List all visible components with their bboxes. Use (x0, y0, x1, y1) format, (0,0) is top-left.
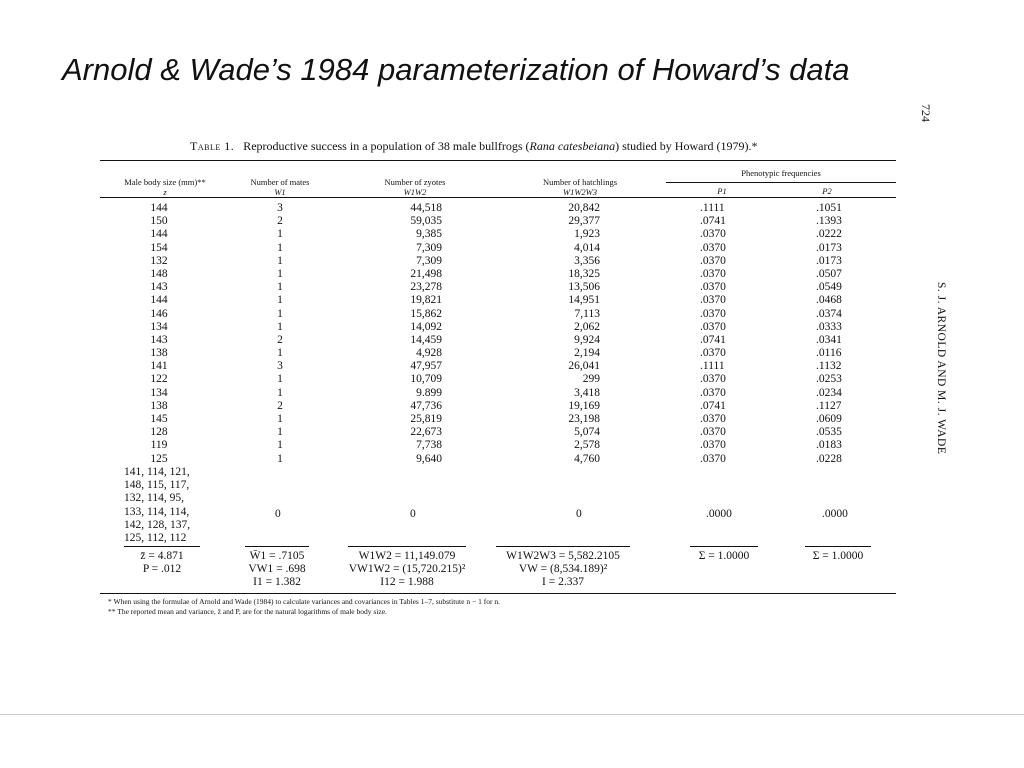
cell-size: 125 (150, 452, 168, 465)
cell-size: 143 (150, 333, 168, 346)
summary-rule-hatch (496, 546, 630, 547)
summary-zygotes-i: I12 = 1.988 (380, 576, 434, 588)
cell-zygotes: 44,518 (410, 202, 442, 214)
cell-hatch: 299 (582, 373, 600, 386)
cell-zygotes: 9.899 (416, 386, 442, 399)
summary-rule-mates (245, 546, 309, 547)
cell-p2: .0222 (816, 228, 842, 241)
cell-zygotes: 21,498 (410, 267, 442, 280)
cell-p2: .0549 (816, 281, 842, 294)
cell-size: 138 (150, 399, 168, 412)
header-mates-sym (235, 187, 325, 197)
summary-mates-var: VW1 = .698 (248, 563, 306, 575)
cell-mates: 3 (277, 202, 283, 214)
header-zygotes-sym (365, 187, 465, 197)
cell-p2: .0341 (816, 333, 842, 346)
header-mates-sym-text: W1 (274, 187, 286, 197)
cell-p2: .0116 (816, 347, 842, 360)
cell-size: 134 (150, 386, 168, 399)
cell-p2: .0333 (816, 320, 842, 333)
header-zygotes-label: Number of zyotes (384, 177, 446, 187)
cell-size: 119 (150, 439, 168, 452)
cell-p2: .1127 (816, 399, 842, 412)
cell-size: 148 (150, 267, 168, 280)
cell-size: 145 (150, 413, 168, 425)
cell-mates: 1 (277, 267, 283, 280)
table-bottom-rule (100, 593, 896, 594)
summary-mates-i: I1 = 1.382 (253, 576, 301, 588)
cell-p1: .0370 (700, 452, 726, 465)
cell-size: 144 (150, 228, 168, 241)
cell-p2: .1393 (816, 215, 842, 228)
cell-p2: .0228 (816, 452, 842, 465)
cell-p1: .0370 (700, 267, 726, 280)
zero-zygotes: 0 (410, 508, 416, 520)
cell-mates: 1 (277, 281, 283, 294)
cell-size: 122 (150, 373, 168, 386)
cell-hatch: 4,760 (574, 452, 600, 465)
header-zygotes-sym-text: W1W2 (403, 187, 427, 197)
extra-size-line: 142, 128, 137, (124, 518, 191, 531)
cell-hatch: 2,062 (574, 320, 600, 333)
cell-mates: 1 (277, 320, 283, 333)
summary-size (124, 550, 200, 576)
footnote-1: * When using the formulae of Arnold and Wade (1984) to calculate variances and covariances in Tables 1–7, substitute n − 1 for n. (108, 597, 500, 606)
header-p1-text: P1 (717, 186, 727, 196)
cell-p1: .0370 (700, 294, 726, 307)
caption-tail: ) studied by Howard (1979).* (615, 139, 758, 153)
cell-zygotes: 7,309 (416, 254, 442, 267)
cell-size: 154 (150, 241, 168, 254)
summary-mates (235, 550, 319, 589)
table-caption (190, 139, 757, 154)
cell-mates: 1 (277, 426, 283, 439)
caption-label: Table 1. (190, 139, 235, 153)
cell-p1: .0370 (700, 307, 726, 320)
summary-zygotes (338, 550, 476, 589)
cell-zygotes: 9,385 (416, 228, 442, 241)
running-head: S. J. ARNOLD AND M. J. WADE (935, 282, 947, 455)
cell-p2: .0468 (816, 294, 842, 307)
extra-size-line: 148, 115, 117, (124, 479, 190, 492)
column-hatchlings (530, 202, 600, 466)
cell-p1: .0370 (700, 320, 726, 333)
cell-p1: .0741 (700, 215, 726, 228)
cell-size: 143 (150, 281, 168, 294)
cell-p2: .0183 (816, 439, 842, 452)
summary-rule-p1 (690, 546, 758, 547)
header-mates (235, 177, 325, 197)
column-mates (262, 202, 298, 466)
cell-hatch: 3,356 (574, 254, 600, 267)
header-size-sym (110, 187, 220, 197)
cell-mates: 1 (277, 347, 283, 360)
cell-hatch: 20,842 (568, 202, 600, 214)
header-p1 (700, 186, 744, 196)
cell-hatch: 23,198 (568, 413, 600, 425)
cell-size: 146 (150, 307, 168, 320)
header-phenotypic: Phenotypic frequencies (741, 168, 821, 178)
summary-zygotes-mean: W1W2 = 11,149.079 (358, 550, 456, 562)
cell-p2: .1132 (816, 360, 842, 373)
cell-p2: .0374 (816, 307, 842, 320)
cell-mates: 1 (277, 241, 283, 254)
cell-p1: .0370 (700, 439, 726, 452)
cell-mates: 3 (277, 360, 283, 373)
cell-mates: 2 (277, 399, 283, 412)
cell-zygotes: 19,821 (410, 294, 442, 307)
cell-hatch: 19,169 (568, 399, 600, 412)
table-top-rule (100, 160, 896, 161)
header-bottom-rule (100, 197, 896, 198)
cell-mates: 2 (277, 215, 283, 228)
cell-zygotes: 25,819 (410, 413, 442, 425)
summary-hatch (490, 550, 636, 589)
cell-zygotes: 47,957 (410, 360, 442, 373)
extra-size-line: 141, 114, 121, (124, 466, 190, 478)
summary-hatch-var: VW = (8,534.189)² (518, 563, 608, 575)
header-hatchlings (525, 177, 635, 197)
cell-p2: .0535 (816, 426, 842, 439)
cell-mates: 2 (277, 333, 283, 346)
cell-p1: .0370 (700, 228, 726, 241)
zero-p2: .0000 (822, 508, 848, 520)
cell-mates: 1 (277, 294, 283, 307)
cell-p2: .0507 (816, 267, 842, 280)
cell-hatch: 2,194 (574, 347, 600, 360)
cell-size: 134 (150, 320, 168, 333)
cell-p2: .0234 (816, 386, 842, 399)
cell-size: 138 (150, 347, 168, 360)
cell-size: 144 (150, 294, 168, 307)
cell-mates: 1 (277, 413, 283, 425)
cell-zygotes: 23,278 (410, 281, 442, 294)
column-body-size (124, 202, 194, 466)
summary-p1: Σ = 1.0000 (698, 550, 750, 562)
cell-zygotes: 22,673 (410, 426, 442, 439)
zero-hatch: 0 (576, 508, 582, 520)
column-p2 (816, 202, 860, 466)
header-size-sym-text: z (163, 187, 167, 197)
cell-hatch: 26,041 (568, 360, 600, 373)
cell-mates: 1 (277, 373, 283, 386)
header-p2-text: P2 (822, 186, 832, 196)
cell-mates: 1 (277, 254, 283, 267)
zero-mates: 0 (275, 508, 281, 520)
summary-zygotes-var: VW1W2 = (15,720.215)² (348, 563, 466, 575)
cell-p1: .1111 (700, 360, 725, 373)
zero-p1: .0000 (706, 508, 732, 520)
summary-rule-p2 (805, 546, 871, 547)
cell-zygotes: 15,862 (410, 307, 442, 320)
cell-size: 141 (150, 360, 168, 373)
cell-p2: .0173 (816, 254, 842, 267)
cell-p2: .1051 (816, 202, 842, 214)
cell-zygotes: 7,738 (416, 439, 442, 452)
cell-hatch: 13,506 (568, 281, 600, 294)
cell-mates: 1 (277, 439, 283, 452)
pheno-sub-rule (666, 182, 896, 183)
header-size (110, 177, 220, 197)
cell-p1: .0370 (700, 347, 726, 360)
header-hatch-label: Number of hatchlings (542, 177, 618, 187)
cell-p1: .0370 (700, 413, 726, 425)
cell-hatch: 1,923 (574, 228, 600, 241)
cell-size: 144 (150, 202, 168, 214)
cell-hatch: 4,014 (574, 241, 600, 254)
cell-zygotes: 7,309 (416, 241, 442, 254)
cell-p2: .0609 (816, 413, 842, 425)
cell-p1: .0741 (700, 399, 726, 412)
header-zygotes (365, 177, 465, 197)
extra-size-line: 132, 114, 95, (124, 492, 184, 505)
cell-p2: .0253 (816, 373, 842, 386)
column-zygotes (372, 202, 442, 466)
header-mates-label: Number of mates (250, 177, 310, 187)
summary-rule-size (124, 546, 200, 547)
cell-hatch: 2,578 (574, 439, 600, 452)
summary-hatch-i: I = 2.337 (542, 576, 584, 588)
header-hatch-sym-text: W1W2W3 (563, 187, 597, 197)
summary-hatch-mean: W1W2W3 = 5,582.2105 (506, 550, 620, 562)
cell-zygotes: 10,709 (410, 373, 442, 386)
cell-mates: 1 (277, 307, 283, 320)
slide-margin (0, 715, 1024, 768)
caption-species: Rana catesbeiana (529, 139, 616, 153)
footnote-2: ** The reported mean and variance, z̄ and P, are for the natural logarithms of male body size. (108, 606, 387, 616)
cell-zygotes: 59,035 (410, 215, 442, 228)
cell-mates: 1 (277, 386, 283, 399)
extra-size-line: 125, 112, 112 (124, 532, 187, 545)
page-number: 724 (919, 104, 933, 122)
slide-title: Arnold & Wade’s 1984 parameterization of Howard’s data (62, 52, 850, 87)
cell-hatch: 3,418 (574, 386, 600, 399)
cell-hatch: 29,377 (568, 215, 600, 228)
cell-zygotes: 47,736 (410, 399, 442, 412)
cell-hatch: 5,074 (574, 426, 600, 439)
cell-p1: .0370 (700, 426, 726, 439)
summary-rule-zygotes (348, 546, 466, 547)
header-p2 (805, 186, 849, 196)
cell-size: 132 (150, 254, 168, 267)
extra-body-sizes (124, 466, 190, 545)
cell-hatch: 14,951 (568, 294, 600, 307)
cell-p1: .0370 (700, 254, 726, 267)
cell-hatch: 9,924 (574, 333, 600, 346)
cell-p1: .0741 (700, 333, 726, 346)
cell-hatch: 7,113 (574, 307, 600, 320)
cell-p1: .0370 (700, 281, 726, 294)
summary-p2: Σ = 1.0000 (812, 550, 864, 562)
cell-zygotes: 4,928 (416, 347, 442, 360)
column-p1 (700, 202, 744, 466)
summary-size-mean: z̄ = 4.871 (140, 550, 184, 562)
cell-p1: .0370 (700, 386, 726, 399)
caption-text: Reproductive success in a population of 38 male bullfrogs ( (243, 139, 530, 153)
footnotes (108, 597, 500, 616)
header-size-label: Male body size (mm)** (124, 177, 206, 187)
header-hatch-sym (525, 187, 635, 197)
summary-size-var: P = .012 (142, 563, 182, 575)
cell-p1: .0370 (700, 373, 726, 386)
cell-p1: .1111 (700, 202, 725, 214)
cell-zygotes: 9,640 (416, 452, 442, 465)
summary-mates-mean: W̄1 = .7105 (249, 550, 305, 562)
cell-mates: 1 (277, 452, 283, 465)
cell-hatch: 18,325 (568, 267, 600, 280)
cell-p1: .0370 (700, 241, 726, 254)
cell-mates: 1 (277, 228, 283, 241)
cell-p2: .0173 (816, 241, 842, 254)
extra-size-line: 133, 114, 114, (124, 505, 190, 518)
cell-zygotes: 14,092 (410, 320, 442, 333)
cell-zygotes: 14,459 (410, 333, 442, 346)
cell-size: 128 (150, 426, 168, 439)
cell-size: 150 (150, 215, 168, 228)
